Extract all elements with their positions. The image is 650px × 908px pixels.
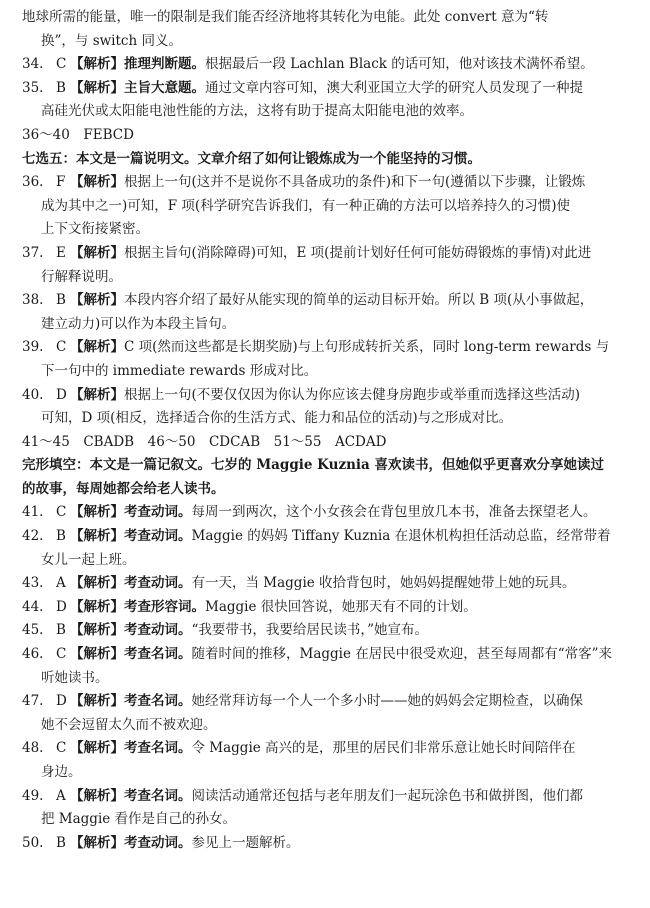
item-number: 36. <box>22 174 44 191</box>
item-number: 45. <box>22 622 44 639</box>
analysis-tag: 【解析】 <box>70 740 124 757</box>
explanation-text: 令 Maggie 高兴的是，那里的居民们非常乐意让她长时间陪伴在 <box>191 740 576 757</box>
question-type-label: 考查形容词。 <box>124 598 205 615</box>
section-heading: 七选五：本文是一篇说明文。文章介绍了如何让锻炼成为一个能坚持的习惯。 <box>22 150 481 167</box>
answer-item <box>22 384 628 408</box>
explanation-text: Maggie 的妈妈 Tiffany Kuznia 在退休机构担任活动总监，经常带着 <box>191 528 611 545</box>
item-answer: C <box>56 504 67 521</box>
item-answer: A <box>56 787 66 804</box>
answer-item <box>22 832 628 856</box>
item-number: 38. <box>22 292 44 309</box>
item-number: 48. <box>22 740 44 757</box>
explanation-text: 参见上一题解析。 <box>191 834 300 851</box>
section-heading: 的故事，每周她都会给老人读书。 <box>22 480 225 497</box>
explanation-text: 根据主旨句(消除障碍)可知，E 项(提前计划好任何可能妨碍锻炼的事情)对此进 <box>124 244 592 261</box>
analysis-tag: 【解析】 <box>70 598 124 615</box>
explanation-text: 根据上一句(不要仅仅因为你认为你应该去健身房跑步或举重而选择这些活动) <box>124 386 581 403</box>
continuation-line: 她不会逗留太久而不被欢迎。 <box>41 716 217 733</box>
question-type-label: 考查动词。 <box>124 834 192 851</box>
item-answer: B <box>56 622 66 639</box>
answer-item <box>22 572 628 596</box>
analysis-tag: 【解析】 <box>70 504 124 521</box>
question-type-label: 考查动词。 <box>124 504 192 521</box>
item-answer: D <box>56 386 67 403</box>
item-number: 41. <box>22 504 44 521</box>
answer-item <box>22 501 628 525</box>
analysis-tag: 【解析】 <box>70 575 124 592</box>
answer-item <box>22 77 628 101</box>
item-number: 35. <box>22 79 44 96</box>
item-number: 47. <box>22 693 44 710</box>
explanation-text: 有一天，当 Maggie 收拾背包时，她妈妈提醒她带上她的玩具。 <box>191 575 576 592</box>
item-answer: D <box>56 598 67 615</box>
continuation-line: 高硅光伏或太阳能电池性能的方法，这将有助于提高太阳能电池的效率。 <box>41 103 473 120</box>
item-number: 34. <box>22 56 44 73</box>
analysis-tag: 【解析】 <box>70 292 124 309</box>
text-line: 41～45 CBADB 46～50 CDCAB 51～55 ACDAD <box>22 433 387 450</box>
item-answer: A <box>56 575 66 592</box>
answer-item <box>22 596 628 620</box>
question-type-label: 考查名词。 <box>124 693 192 710</box>
item-number: 39. <box>22 339 44 356</box>
analysis-tag: 【解析】 <box>70 787 124 804</box>
analysis-tag: 【解析】 <box>70 693 124 710</box>
item-number: 49. <box>22 787 44 804</box>
item-answer: B <box>56 528 66 545</box>
answer-item <box>22 737 628 761</box>
item-answer: C <box>56 339 67 356</box>
section-heading: 完形填空：本文是一篇记叙文。七岁的 Maggie Kuznia 喜欢读书，但她似乎更喜欢分享她读过 <box>22 457 604 474</box>
item-number: 42. <box>22 528 44 545</box>
explanation-text: 她经常拜访每一个人一个多小时——她的妈妈会定期检查，以确保 <box>191 693 583 710</box>
analysis-tag: 【解析】 <box>70 646 124 663</box>
question-type-label: 考查名词。 <box>124 646 192 663</box>
analysis-tag: 【解析】 <box>70 834 124 851</box>
analysis-tag: 【解析】 <box>70 528 124 545</box>
text-line: 地球所需的能量，唯一的限制是我们能否经济地将其转化为电能。此处 convert 意为“转 <box>22 9 549 25</box>
answer-item <box>22 336 628 360</box>
item-number: 40. <box>22 386 44 403</box>
item-answer: E <box>56 244 66 261</box>
explanation-text: Maggie 很快回答说，她那天有不同的计划。 <box>205 598 477 615</box>
answer-item <box>22 690 628 714</box>
item-number: 50. <box>22 834 44 851</box>
question-type-label: 考查动词。 <box>124 528 192 545</box>
analysis-tag: 【解析】 <box>70 386 124 403</box>
answer-item <box>22 785 628 809</box>
explanation-text: 随着时间的推移，Maggie 在居民中很受欢迎，甚至每周都有“常客”来 <box>191 646 613 663</box>
item-number: 37. <box>22 244 44 261</box>
analysis-tag: 【解析】 <box>70 622 124 639</box>
question-type-label: 考查名词。 <box>124 740 192 757</box>
item-answer: C <box>56 56 67 73</box>
analysis-tag: 【解析】 <box>70 244 124 261</box>
explanation-text: 每周一到两次，这个小女孩会在背包里放几本书，准备去探望老人。 <box>191 504 597 521</box>
continuation-line: 建立动力)可以作为本段主旨句。 <box>41 315 236 332</box>
item-answer: C <box>56 646 67 663</box>
explanation-text: 根据上一句(这并不是说你不具备成功的条件)和下一句(遵循以下步骤，让锻炼 <box>124 174 586 191</box>
item-answer: C <box>56 740 67 757</box>
item-number: 43. <box>22 575 44 592</box>
continuation-line: 行解释说明。 <box>41 268 122 285</box>
analysis-tag: 【解析】 <box>70 79 124 96</box>
question-type-label: 推理判断题。 <box>124 56 205 73</box>
question-type-label: 主旨大意题。 <box>124 79 205 96</box>
item-answer: D <box>56 693 67 710</box>
item-answer: B <box>56 79 66 96</box>
answer-item <box>22 289 628 313</box>
continuation-line: 女儿一起上班。 <box>41 551 136 568</box>
continuation-line: 换”，与 switch 同义。 <box>41 32 182 49</box>
question-type-label: 考查动词。 <box>124 622 192 639</box>
continuation-line: 听她读书。 <box>41 669 109 686</box>
analysis-tag: 【解析】 <box>70 339 124 356</box>
explanation-text: 通过文章内容可知，澳大利亚国立大学的研究人员发现了一种提 <box>205 79 583 96</box>
answer-item <box>22 643 628 667</box>
item-answer: B <box>56 292 66 309</box>
text-line: 36～40 FEBCD <box>22 126 134 143</box>
question-type-label: 考查名词。 <box>124 787 192 804</box>
answer-item <box>22 171 628 195</box>
item-number: 46. <box>22 646 44 663</box>
item-number: 44. <box>22 598 44 615</box>
explanation-text: 根据最后一段 Lachlan Black 的话可知，他对该技术满怀希望。 <box>205 56 594 73</box>
continuation-line: 上下文衔接紧密。 <box>41 221 149 238</box>
answer-item <box>22 53 628 77</box>
item-answer: F <box>56 174 66 191</box>
answer-item <box>22 525 628 549</box>
continuation-line: 身边。 <box>41 764 82 780</box>
continuation-line: 下一句中的 immediate rewards 形成对比。 <box>41 362 318 379</box>
answer-item <box>22 242 628 266</box>
explanation-text: “我要带书，我要给居民读书，”她宣布。 <box>191 622 429 639</box>
explanation-text: C 项(然而这些都是长期奖励)与上句形成转折关系，同时 long-term rewards 与 <box>124 339 610 356</box>
continuation-line: 成为其中之一)可知，F 项(科学研究告诉我们，有一种正确的方法可以培养持久的习惯)使 <box>41 197 570 214</box>
explanation-text: 阅读活动通常还包括与老年朋友们一起玩涂色书和做拼图，他们都 <box>191 787 583 804</box>
continuation-line: 把 Maggie 看作是自己的孙女。 <box>41 811 237 828</box>
analysis-tag: 【解析】 <box>70 174 124 191</box>
question-type-label: 考查动词。 <box>124 575 192 592</box>
analysis-tag: 【解析】 <box>70 56 124 73</box>
item-answer: B <box>56 834 66 851</box>
continuation-line: 可知，D 项(相反，选择适合你的生活方式、能力和品位的活动)与之形成对比。 <box>41 410 513 427</box>
explanation-text: 本段内容介绍了最好从能实现的简单的运动目标开始。所以 B 项(从小事做起， <box>124 292 594 309</box>
answer-item <box>22 619 628 643</box>
